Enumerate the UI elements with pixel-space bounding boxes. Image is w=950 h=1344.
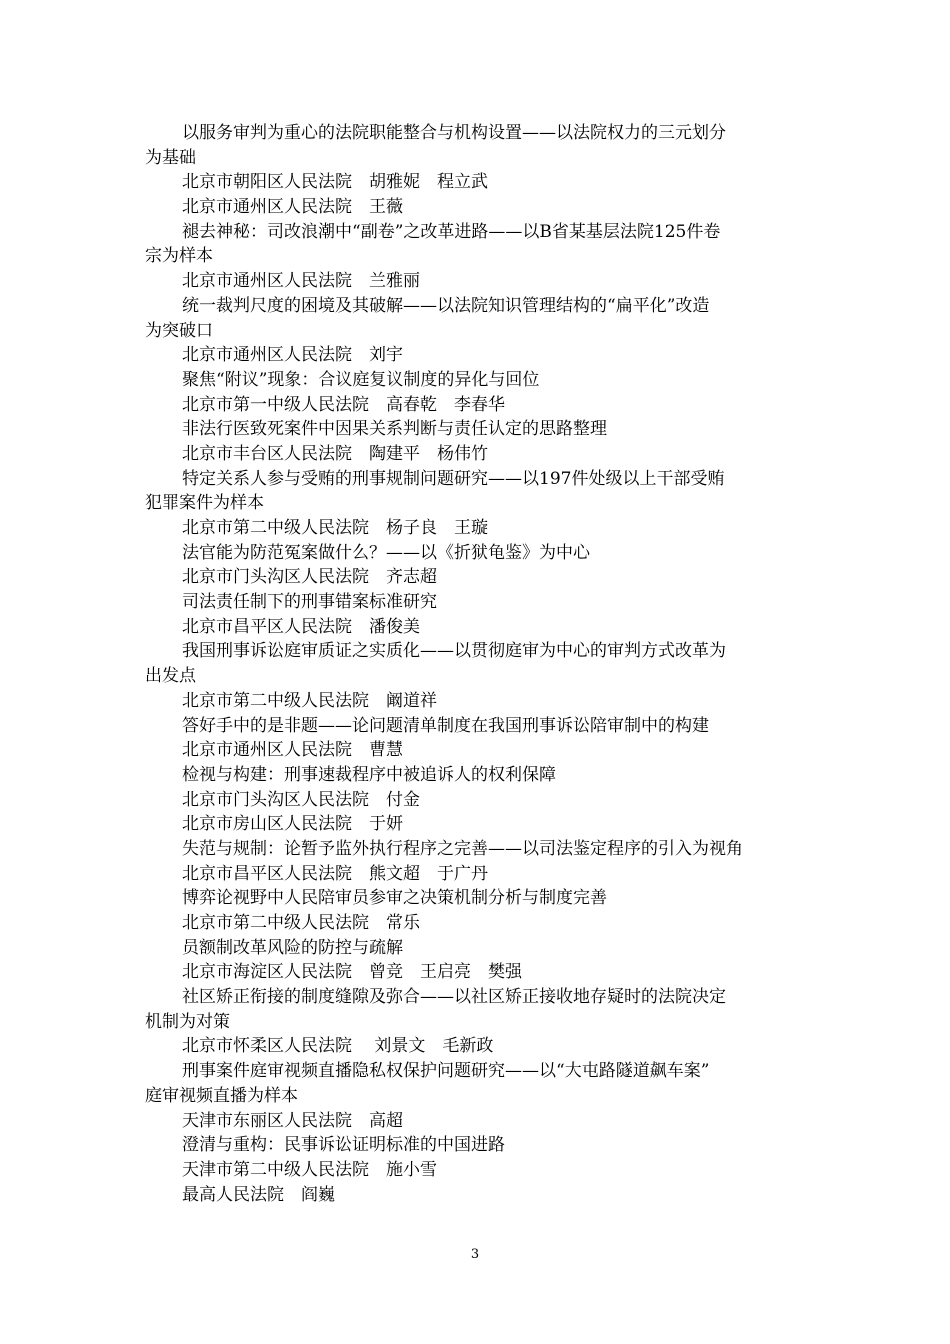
text-line: 刑事案件庭审视频直播隐私权保护问题研究——以“大屯路隧道飙车案” [182, 1061, 710, 1082]
text-line: 答好手中的是非题——论问题清单制度在我国刑事诉讼陪审制中的构建 [182, 715, 709, 736]
page-number: 3 [470, 1247, 480, 1262]
text-line: 北京市昌平区人民法院 潘俊美 [182, 616, 420, 637]
text-line: 北京市朝阳区人民法院 胡雅妮 程立武 [182, 172, 488, 193]
text-line: 最高人民法院 阎巍 [182, 1184, 335, 1205]
text-line: 北京市门头沟区人民法院 齐志超 [182, 567, 437, 588]
text-line: 北京市第二中级人民法院 阚道祥 [182, 690, 437, 711]
text-line: 天津市第二中级人民法院 施小雪 [182, 1159, 437, 1180]
text-line: 检视与构建：刑事速裁程序中被追诉人的权利保障 [182, 764, 556, 785]
text-line: 法官能为防范冤案做什么？——以《折狱龟鉴》为中心 [182, 542, 590, 563]
text-line: 北京市第一中级人民法院 高春乾 李春华 [182, 394, 505, 415]
text-line: 非法行医致死案件中因果关系判断与责任认定的思路整理 [182, 419, 607, 440]
text-line: 北京市通州区人民法院 刘宇 [182, 345, 403, 366]
text-line: 北京市通州区人民法院 曹慧 [182, 740, 403, 761]
text-line: 我国刑事诉讼庭审质证之实质化——以贯彻庭审为中心的审判方式改革为 [182, 641, 726, 662]
text-line-continuation: 出发点 [145, 666, 196, 687]
text-line: 北京市房山区人民法院 于妍 [182, 814, 403, 835]
text-line: 澄清与重构：民事诉讼证明标准的中国进路 [182, 1135, 505, 1156]
text-line-continuation: 犯罪案件为样本 [145, 493, 264, 514]
text-line-continuation: 机制为对策 [145, 1011, 230, 1032]
text-line-continuation: 为基础 [145, 147, 196, 168]
text-line: 北京市丰台区人民法院 陶建平 杨伟竹 [182, 443, 488, 464]
text-line: 北京市第二中级人民法院 常乐 [182, 913, 420, 933]
text-line: 司法责任制下的刑事错案标准研究 [182, 592, 437, 613]
text-line: 特定关系人参与受贿的刑事规制问题研究——以197件处级以上干部受贿 [182, 468, 725, 489]
text-line: 北京市通州区人民法院 兰雅丽 [182, 271, 420, 292]
text-line-continuation: 宗为样本 [145, 246, 213, 267]
text-line: 聚焦“附议”现象：合议庭复议制度的异化与回位 [182, 369, 540, 390]
text-line: 北京市昌平区人民法院 熊文超 于广丹 [182, 863, 488, 884]
text-line: 北京市怀柔区人民法院 刘景文 毛新政 [182, 1036, 494, 1057]
text-line: 褪去神秘：司改浪潮中“副卷”之改革进路——以B省某基层法院125件卷 [182, 221, 721, 242]
text-line: 社区矫正衔接的制度缝隙及弥合——以社区矫正接收地存疑时的法院决定 [182, 987, 726, 1008]
text-line: 北京市通州区人民法院 王薇 [182, 197, 403, 218]
text-line: 以服务审判为重心的法院职能整合与机构设置——以法院权力的三元划分 [182, 123, 726, 143]
text-line: 北京市第二中级人民法院 杨子良 王璇 [182, 518, 488, 538]
article-list [145, 121, 810, 1207]
text-line: 失范与规制：论暂予监外执行程序之完善——以司法鉴定程序的引入为视角 [182, 838, 743, 859]
text-line: 北京市海淀区人民法院 曾竞 王启亮 樊强 [182, 962, 522, 983]
text-line-continuation: 为突破口 [145, 320, 213, 341]
text-line-continuation: 庭审视频直播为样本 [145, 1085, 298, 1106]
text-line: 员额制改革风险的防控与疏解 [182, 937, 403, 958]
text-line: 统一裁判尺度的困境及其破解——以法院知识管理结构的“扁平化”改造 [182, 295, 710, 316]
text-line: 博弈论视野中人民陪审员参审之决策机制分析与制度完善 [182, 888, 607, 909]
text-line: 北京市门头沟区人民法院 付金 [182, 789, 420, 810]
text-line: 天津市东丽区人民法院 高超 [182, 1110, 403, 1131]
